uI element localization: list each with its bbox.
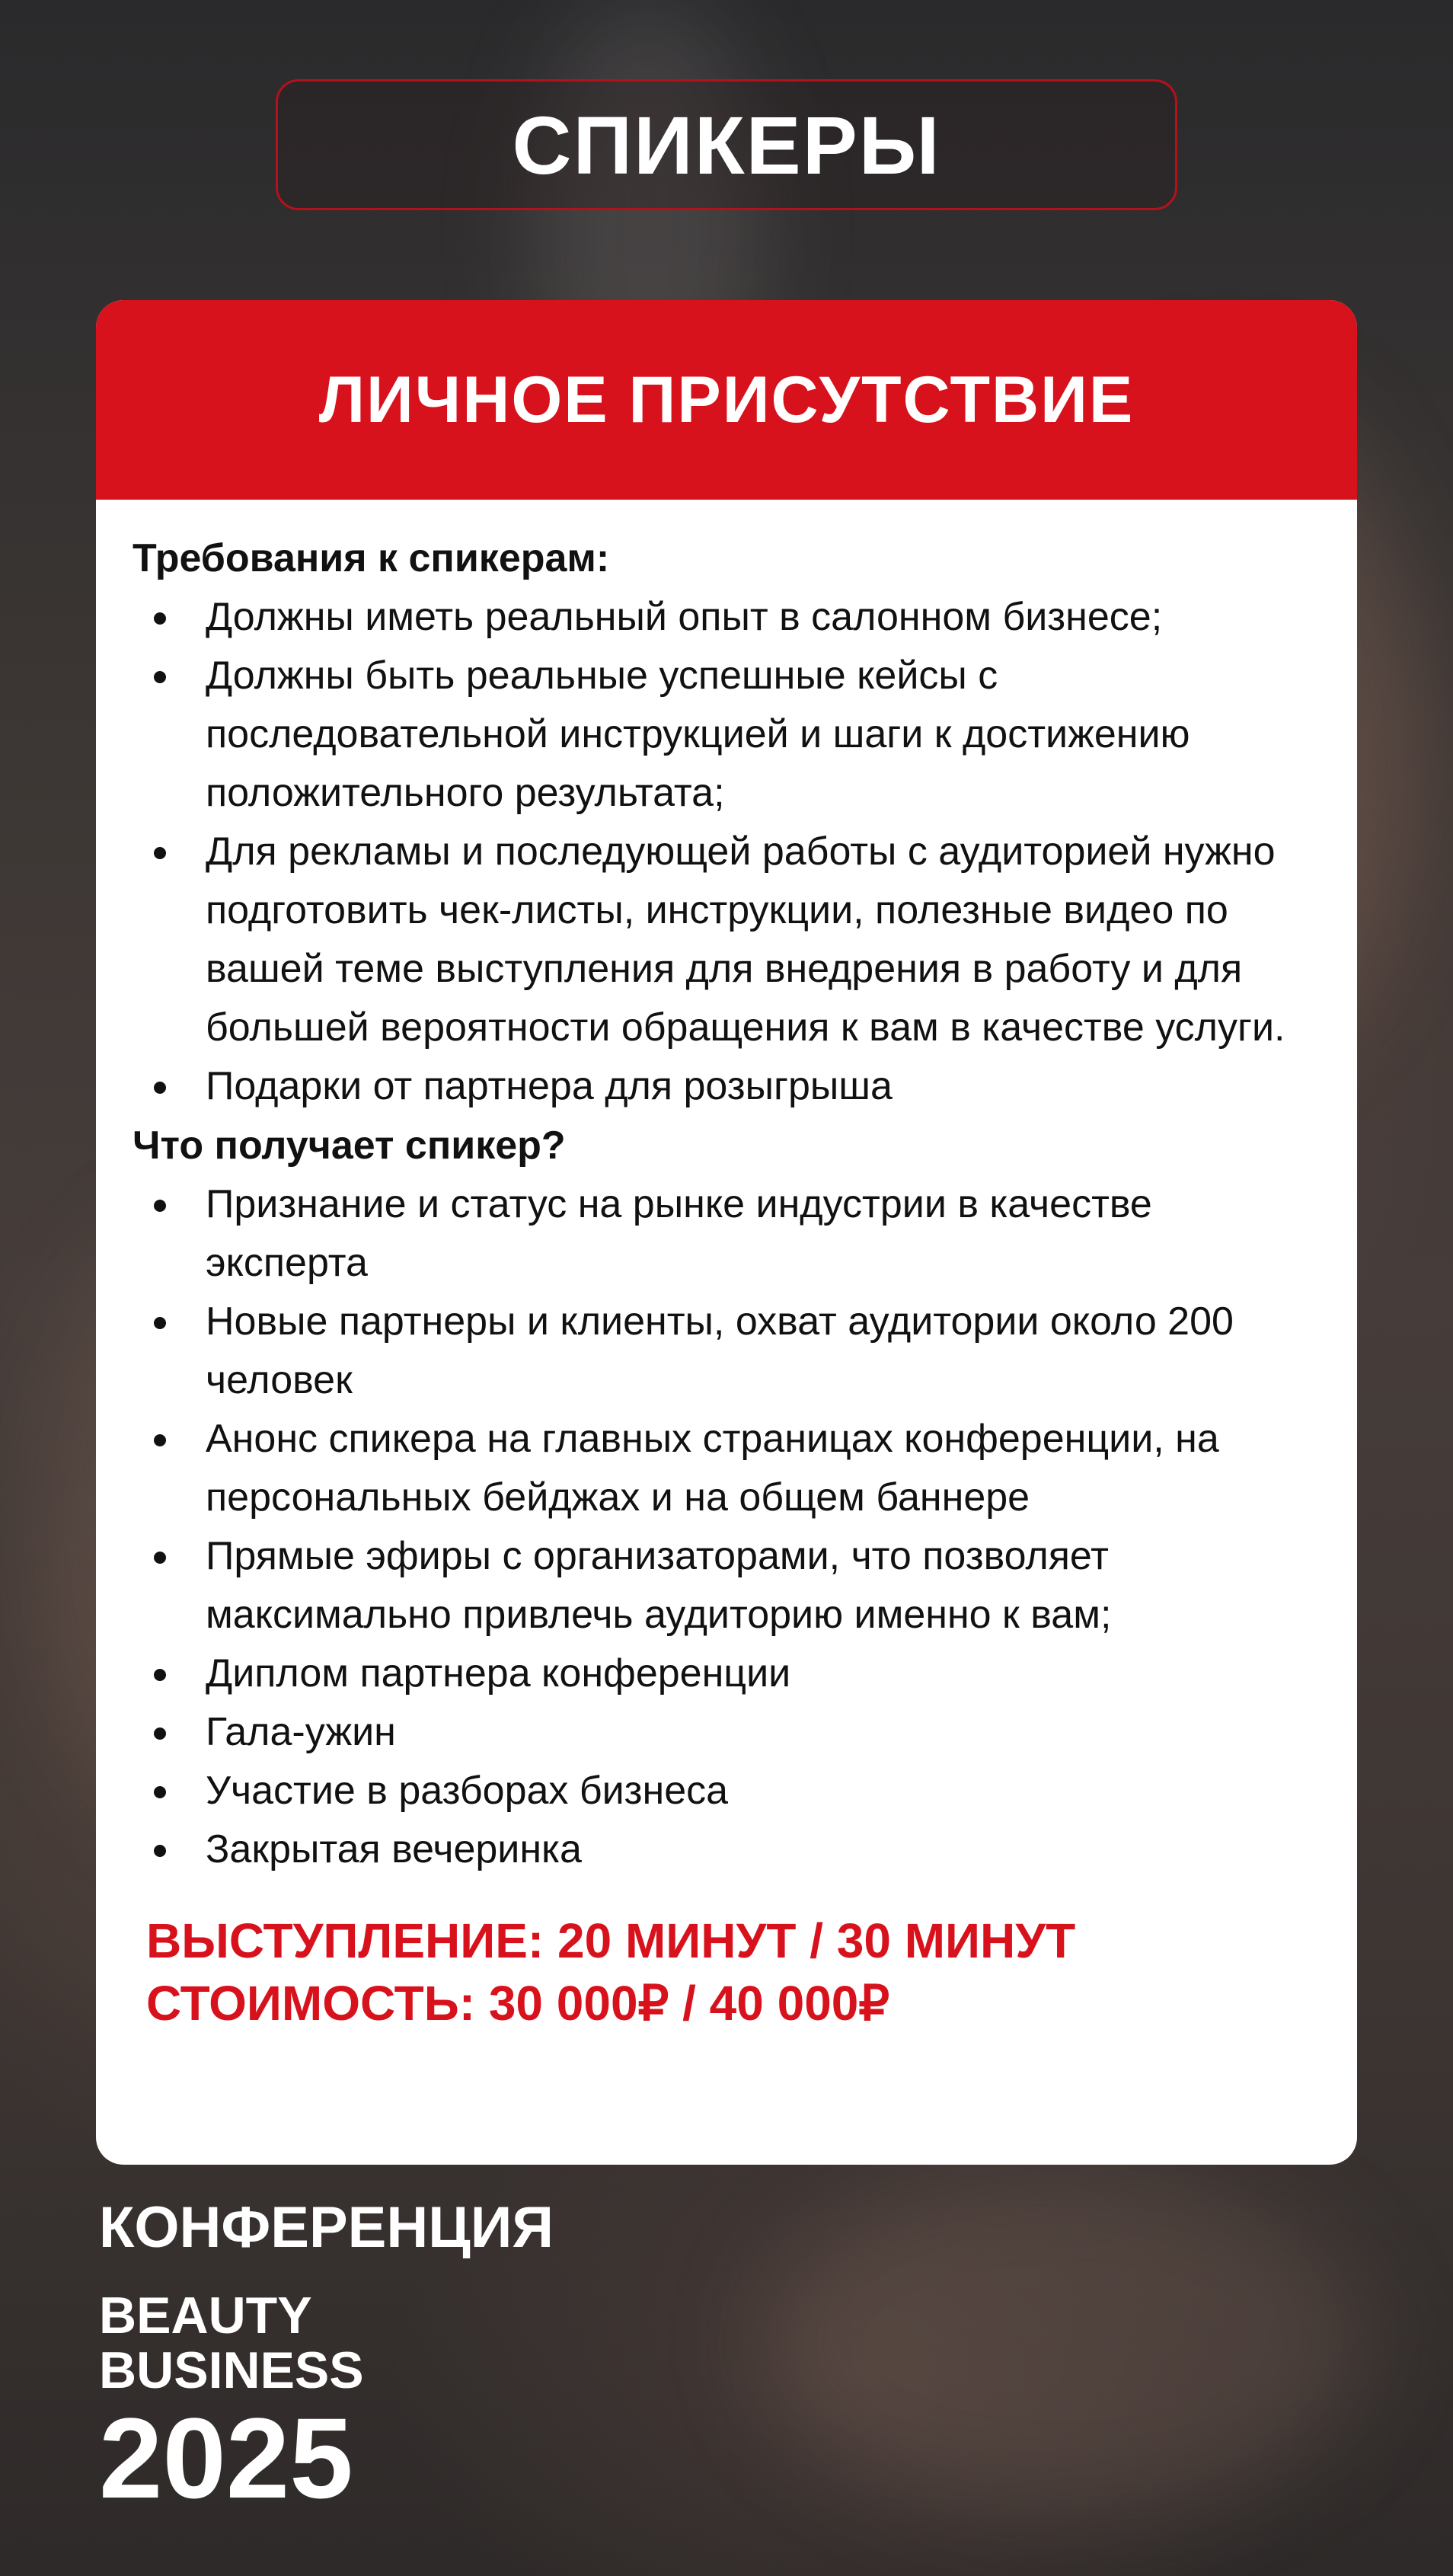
list-item — [133, 1644, 1319, 1703]
card-banner — [96, 300, 1357, 500]
list-item — [133, 1762, 1319, 1820]
requirements-heading: Требования к спикерам: — [133, 536, 610, 580]
footer-brand-line2: BUSINESS — [99, 2341, 364, 2399]
list-item — [133, 647, 1319, 823]
requirements-list — [133, 588, 1319, 1116]
list-item-text: Подарки от партнера для розыгрыша — [206, 1064, 893, 1108]
list-item — [133, 1293, 1319, 1410]
list-item — [133, 1820, 1319, 1879]
background-blur — [762, 2171, 1371, 2514]
bullet-icon — [154, 1082, 166, 1094]
list-item — [133, 1057, 1319, 1116]
list-item — [133, 823, 1319, 1057]
list-item — [133, 1527, 1319, 1644]
bullet-icon — [154, 1727, 166, 1740]
benefits-heading: Что получает спикер? — [133, 1123, 566, 1168]
bullet-icon — [154, 1552, 166, 1564]
list-item-text: Гала-ужин — [206, 1710, 396, 1754]
bullet-icon — [154, 1317, 166, 1329]
card-body — [96, 500, 1357, 2034]
list-item-text: Должны иметь реальный опыт в салонном бизнесе; — [206, 595, 1163, 639]
price-text: СТОИМОСТЬ: 30 000₽ / 40 000₽ — [146, 1976, 890, 2031]
bullet-icon — [154, 1845, 166, 1857]
list-item-text: Анонс спикера на главных страницах конференции, на персональных бейджах и на общем баннере — [206, 1417, 1219, 1520]
footer-brand-line1: BEAUTY — [99, 2287, 312, 2344]
list-item-text: Участие в разборах бизнеса — [206, 1769, 729, 1813]
bullet-icon — [154, 671, 166, 683]
benefits-list — [133, 1175, 1319, 1879]
pricing-block — [133, 1910, 1319, 2034]
list-item — [133, 588, 1319, 647]
duration-text: ВЫСТУПЛЕНИЕ: 20 МИНУТ / 30 МИНУТ — [146, 1913, 1076, 1968]
card-banner-title: ЛИЧНОЕ ПРИСУТСТВИЕ — [318, 363, 1135, 436]
list-item-text: Прямые эфиры с организаторами, что позволяет максимально привлечь аудиторию именно к вам; — [206, 1534, 1112, 1637]
footer-conference-label: КОНФЕРЕНЦИЯ — [99, 2195, 554, 2260]
bullet-icon — [154, 612, 166, 625]
header-frame — [276, 79, 1177, 210]
bullet-icon — [154, 1786, 166, 1798]
speaker-card — [96, 300, 1357, 2165]
footer-year: 2025 — [99, 2394, 353, 2522]
bullet-icon — [154, 847, 166, 859]
list-item — [133, 1703, 1319, 1762]
page-title: СПИКЕРЫ — [512, 98, 941, 191]
list-item-text: Для рекламы и последующей работы с аудиторией нужно подготовить чек-листы, инструкции, полезные видео по вашей теме выступления для внедрения в работу и для большей вероятности обращения к вам в качестве услуги. — [206, 829, 1285, 1050]
list-item — [133, 1410, 1319, 1527]
list-item-text: Новые партнеры и клиенты, охват аудитории около 200 человек — [206, 1299, 1234, 1402]
bullet-icon — [154, 1434, 166, 1446]
footer-brand-block — [99, 2194, 554, 2522]
list-item-text: Признание и статус на рынке индустрии в качестве эксперта — [206, 1182, 1152, 1285]
list-item — [133, 1175, 1319, 1293]
list-item-text: Диплом партнера конференции — [206, 1651, 791, 1695]
bullet-icon — [154, 1200, 166, 1212]
list-item-text: Закрытая вечеринка — [206, 1827, 582, 1871]
bullet-icon — [154, 1669, 166, 1681]
list-item-text: Должны быть реальные успешные кейсы с последовательной инструкцией и шаги к достижению положительного результата; — [206, 654, 1190, 815]
